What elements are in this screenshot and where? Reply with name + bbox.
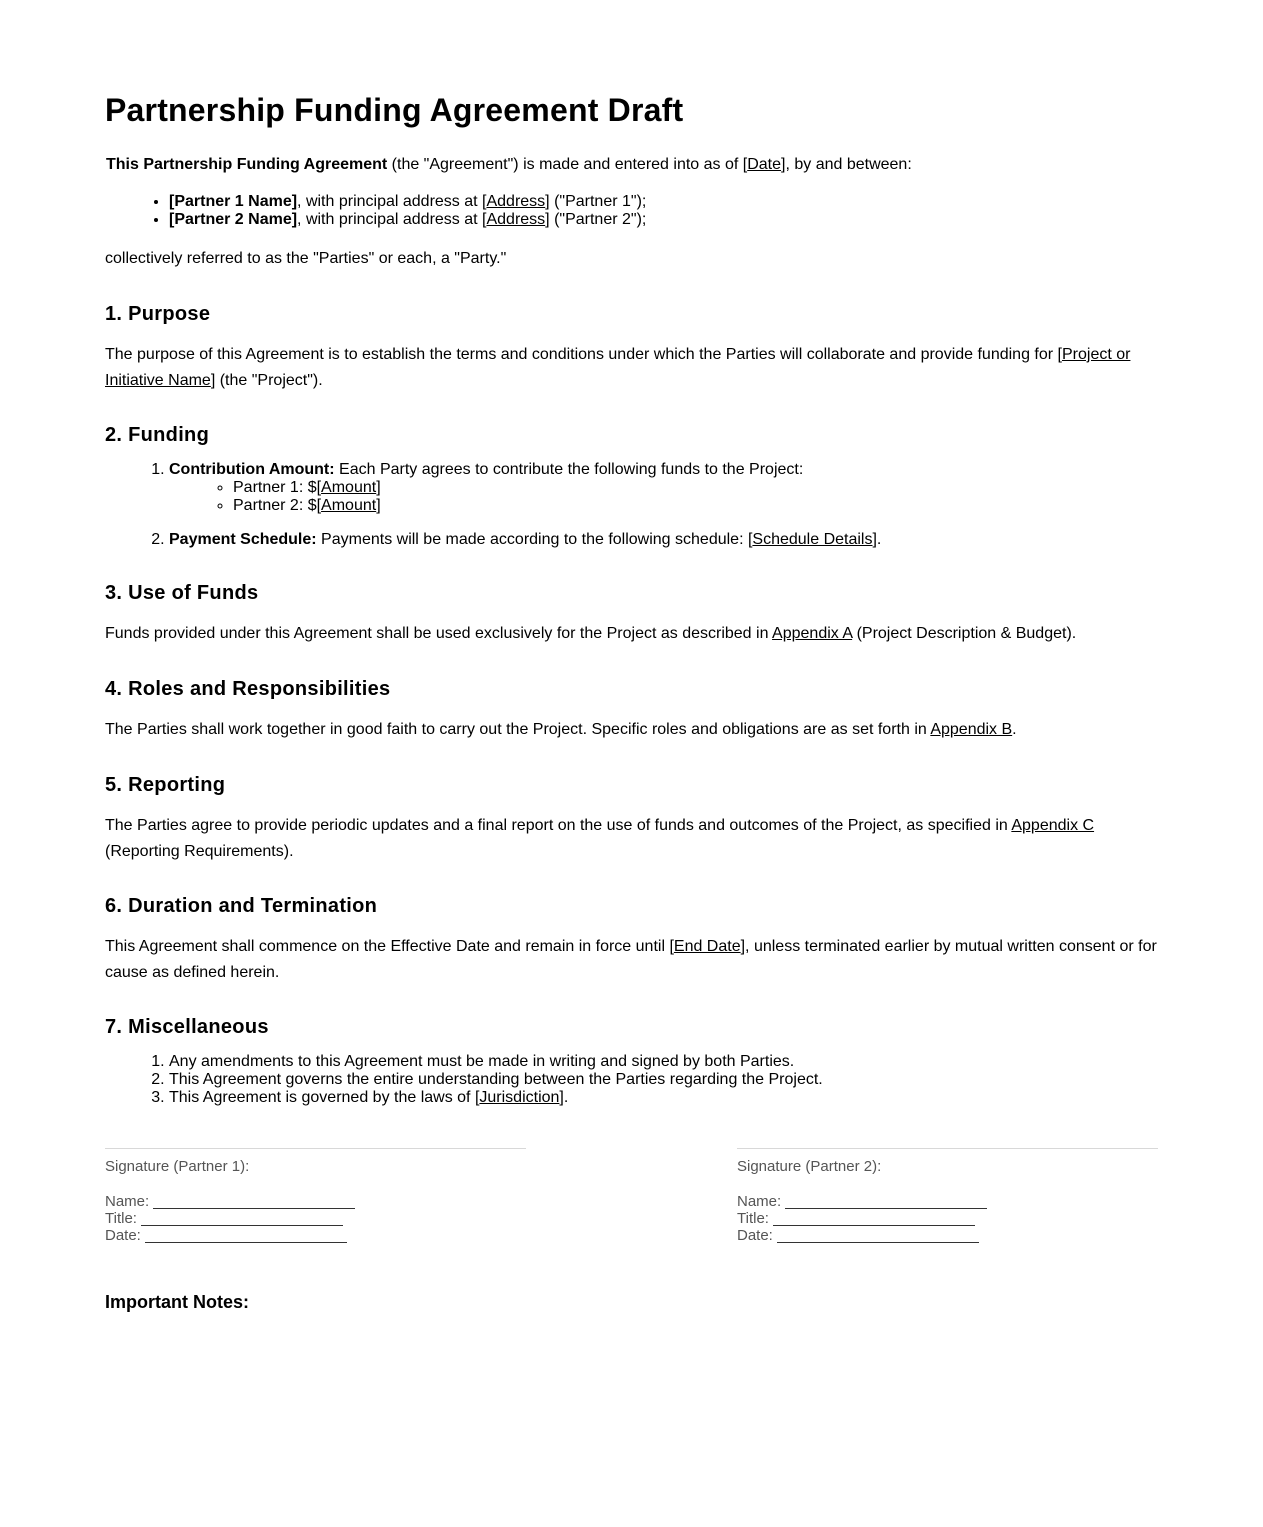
date-blank[interactable]	[777, 1227, 979, 1243]
section-heading-reporting: 5. Reporting	[105, 774, 226, 796]
schedule-label: Payment Schedule:	[169, 531, 317, 548]
address-placeholder[interactable]: Address	[486, 193, 546, 210]
name-blank[interactable]	[785, 1193, 987, 1209]
intro-paragraph	[106, 155, 912, 175]
section-heading-funding: 2. Funding	[105, 424, 210, 446]
section-heading-roles: 4. Roles and Responsibilities	[105, 678, 391, 700]
purpose-text-end: ] (the "Project").	[210, 371, 323, 389]
collective-definition: collectively referred to as the "Parties" or each, a "Party."	[105, 250, 507, 267]
name-row	[105, 1193, 355, 1210]
amount-placeholder[interactable]: Amount	[321, 497, 377, 514]
section-heading-purpose: 1. Purpose	[105, 303, 211, 325]
contribution-prefix: Partner 1: $[	[233, 479, 322, 496]
date-blank[interactable]	[145, 1227, 347, 1243]
date-row	[737, 1227, 987, 1244]
address-placeholder[interactable]: Address	[486, 211, 546, 228]
date-row	[105, 1227, 355, 1244]
jurisdiction-placeholder[interactable]: Jurisdiction	[479, 1089, 560, 1106]
funding-list	[105, 461, 1159, 549]
use-of-funds-paragraph	[105, 621, 1160, 647]
reporting-text: The Parties agree to provide periodic updates and a final report on the use of funds and outcomes of the Project, as specified in	[105, 817, 1012, 834]
reporting-paragraph	[105, 813, 1160, 864]
schedule-details-placeholder[interactable]: Schedule Details	[752, 531, 873, 548]
section-heading-duration: 6. Duration and Termination	[105, 895, 378, 917]
signature-fields	[737, 1193, 987, 1244]
schedule-text-end: ].	[872, 531, 882, 548]
contributions-list	[169, 479, 1159, 515]
name-label: Name:	[737, 1193, 782, 1210]
purpose-paragraph	[105, 342, 1160, 393]
signature-fields	[105, 1193, 355, 1244]
party-text-end: ] ("Partner 2");	[545, 211, 647, 228]
duration-paragraph	[105, 934, 1160, 985]
partner-name: [Partner 1 Name]	[169, 193, 298, 210]
misc-text: This Agreement is governed by the laws of [	[169, 1089, 480, 1106]
end-date-placeholder[interactable]: End Date	[673, 938, 741, 955]
roles-text-end: .	[1012, 721, 1017, 738]
project-name-placeholder[interactable]: Project or Initiative Name	[105, 346, 1131, 389]
section-heading-misc: 7. Miscellaneous	[105, 1016, 269, 1038]
party-text: , with principal address at [	[297, 211, 487, 228]
list-item: 2. This Agreement governs the entire understanding between the Parties regarding the Project.	[169, 1071, 1159, 1089]
signature-block-partner-2	[737, 1148, 1158, 1244]
name-blank[interactable]	[153, 1193, 355, 1209]
section-heading-use-of-funds: 3. Use of Funds	[105, 582, 259, 604]
title-row	[737, 1210, 987, 1227]
signature-block-partner-1	[105, 1148, 526, 1244]
schedule-text: Payments will be made according to the following schedule: [	[316, 531, 753, 548]
appendix-a-link[interactable]: Appendix A	[772, 625, 853, 642]
partner-name: [Partner 2 Name]	[169, 211, 298, 228]
date-placeholder[interactable]: Date	[747, 156, 782, 173]
signature-label: Signature (Partner 1):	[105, 1158, 250, 1175]
misc-list	[105, 1053, 1159, 1107]
list-item	[169, 531, 1159, 549]
title-blank[interactable]	[141, 1210, 343, 1226]
contribution-suffix: ]	[376, 497, 381, 514]
date-label: Date:	[105, 1227, 141, 1244]
page-title: Partnership Funding Agreement Draft	[105, 92, 684, 128]
roles-text: The Parties shall work together in good faith to carry out the Project. Specific roles and obligations are as set forth in	[105, 721, 931, 738]
list-item	[169, 461, 1159, 515]
duration-text: This Agreement shall commence on the Effective Date and remain in force until [	[105, 938, 674, 955]
list-item	[169, 211, 646, 229]
party-text-end: ] ("Partner 1");	[545, 193, 647, 210]
contribution-prefix: Partner 2: $[	[233, 497, 322, 514]
list-item	[169, 1089, 1159, 1107]
use-of-funds-text-end: (Project Description & Budget).	[852, 625, 1077, 642]
amount-placeholder[interactable]: Amount	[321, 479, 377, 496]
duration-text-end: ], unless terminated earlier by mutual written consent or for cause as defined herein.	[105, 938, 1157, 981]
party-text: , with principal address at [	[297, 193, 487, 210]
signature-label: Signature (Partner 2):	[737, 1158, 882, 1175]
title-blank[interactable]	[773, 1210, 975, 1226]
list-item	[169, 193, 646, 211]
contribution-label: Contribution Amount:	[169, 461, 335, 478]
use-of-funds-text: Funds provided under this Agreement shall be used exclusively for the Project as described in	[105, 625, 773, 642]
title-label: Title:	[105, 1210, 137, 1227]
name-row	[737, 1193, 987, 1210]
name-label: Name:	[105, 1193, 150, 1210]
reporting-text-end: (Reporting Requirements).	[105, 842, 294, 860]
appendix-b-link[interactable]: Appendix B	[930, 721, 1013, 738]
important-notes-heading: Important Notes:	[105, 1292, 249, 1312]
intro-bold: This Partnership Funding Agreement	[106, 156, 388, 173]
contribution-text: Each Party agrees to contribute the following funds to the Project:	[334, 461, 804, 478]
purpose-text: The purpose of this Agreement is to establish the terms and conditions under which the Parties will collaborate and provide funding for [	[105, 346, 1062, 363]
misc-text-end: ].	[559, 1089, 569, 1106]
date-label: Date:	[737, 1227, 773, 1244]
roles-paragraph	[105, 717, 1160, 743]
intro-text-end: ], by and between:	[781, 156, 912, 173]
parties-list	[105, 193, 646, 229]
intro-text: (the "Agreement") is made and entered into as of [	[387, 156, 748, 173]
title-row	[105, 1210, 355, 1227]
list-item	[233, 479, 1159, 497]
appendix-c-link[interactable]: Appendix C	[1011, 817, 1095, 834]
list-item: 1. Any amendments to this Agreement must be made in writing and signed by both Parties.	[169, 1053, 1159, 1071]
title-label: Title:	[737, 1210, 769, 1227]
contribution-suffix: ]	[376, 479, 381, 496]
list-item	[233, 497, 1159, 515]
